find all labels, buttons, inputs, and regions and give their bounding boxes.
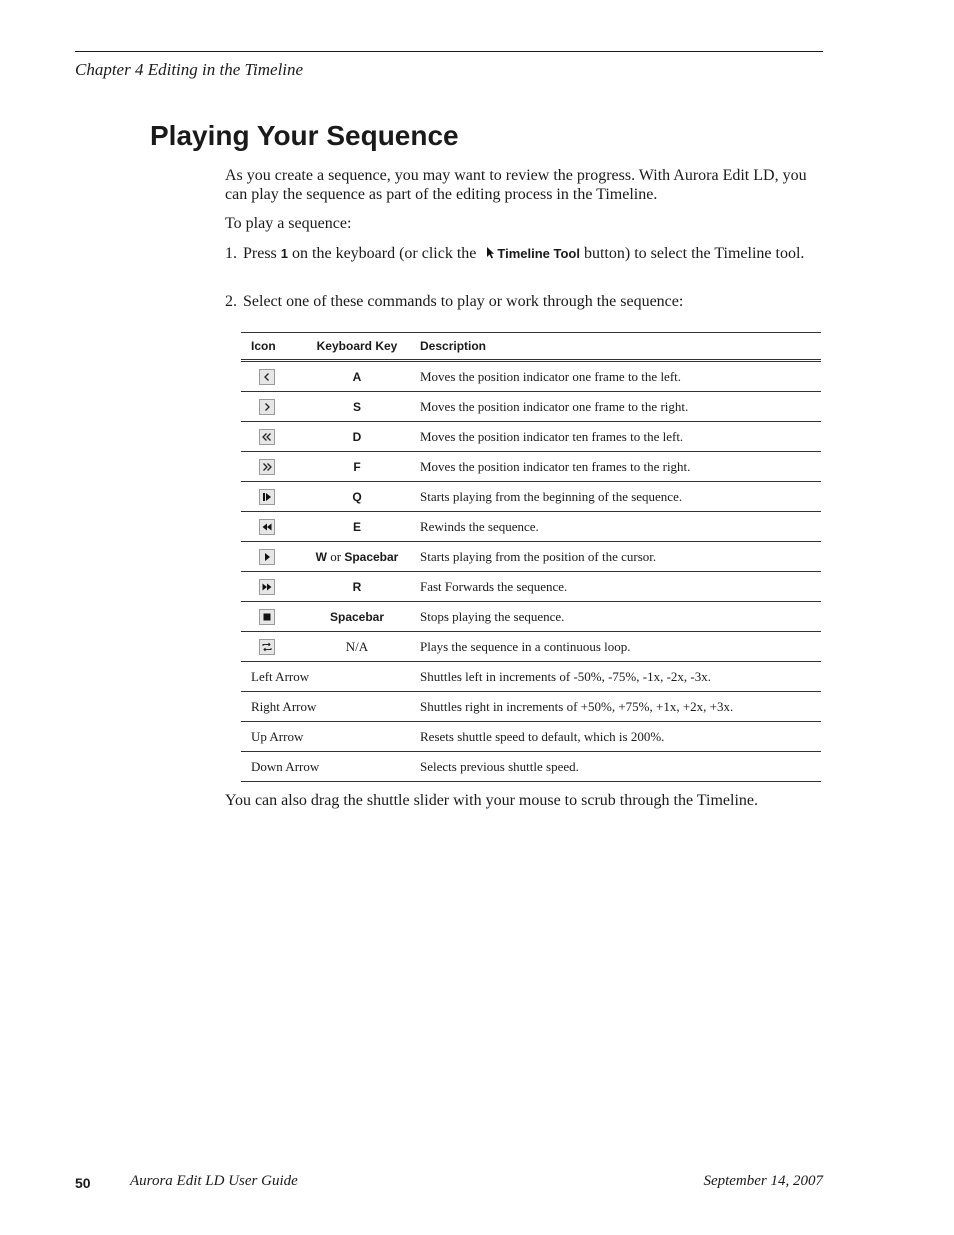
key-label: F <box>353 459 361 474</box>
step-1-number: 1. <box>225 245 237 262</box>
key-label: S <box>352 399 361 414</box>
row-description: Fast Forwards the sequence. <box>410 572 821 602</box>
row-description: Moves the position indicator ten frames to the left. <box>410 422 821 452</box>
row-label: Left Arrow <box>241 662 410 692</box>
step-2-text: Select one of these commands to play or work through the sequence: <box>243 293 684 310</box>
key-label: R <box>352 579 362 594</box>
step-1 <box>225 244 815 264</box>
pointer-icon <box>486 245 495 264</box>
header-key: Keyboard Key <box>304 333 410 361</box>
key-label: A <box>352 369 362 384</box>
step-back-ten-icon <box>259 429 275 445</box>
table-row <box>241 632 821 662</box>
step-1-post: button) to select the Timeline tool. <box>579 245 805 262</box>
row-description: Rewinds the sequence. <box>410 512 821 542</box>
timeline-tool-label: Timeline Tool <box>497 246 580 261</box>
step-1-mid: on the keyboard (or click the <box>288 245 481 262</box>
row-description: Starts playing from the beginning of the sequence. <box>410 482 821 512</box>
play-icon <box>259 549 275 565</box>
table-row <box>241 392 821 422</box>
header-icon: Icon <box>241 333 304 361</box>
row-description: Moves the position indicator one frame to the left. <box>410 361 821 392</box>
intro-paragraph: As you create a sequence, you may want to review the progress. With Aurora Edit LD, you can play the sequence as part of the editing process in the Timeline. <box>225 167 807 203</box>
key-label-spacebar: Spacebar <box>344 549 399 564</box>
row-label: Down Arrow <box>241 752 410 782</box>
header-rule <box>75 51 823 52</box>
row-description: Moves the position indicator one frame to the right. <box>410 392 821 422</box>
key-label: N/A <box>345 638 369 654</box>
table-row <box>241 602 821 632</box>
row-description: Plays the sequence in a continuous loop. <box>410 632 821 662</box>
row-description: Shuttles left in increments of -50%, -75%, -1x, -2x, -3x. <box>410 662 821 692</box>
header-description: Description <box>410 333 821 361</box>
to-play-paragraph: To play a sequence: <box>225 215 352 232</box>
table-row <box>241 482 821 512</box>
table-row <box>241 422 821 452</box>
row-label: Up Arrow <box>241 722 410 752</box>
step-1-text <box>225 244 815 264</box>
commands-table <box>241 332 821 782</box>
page-title: Playing Your Sequence <box>150 120 459 151</box>
key-label: Q <box>352 489 362 504</box>
step-forward-icon <box>259 399 275 415</box>
row-description: Resets shuttle speed to default, which is 200%. <box>410 722 821 752</box>
play-from-start-icon <box>259 489 275 505</box>
fast-forward-icon <box>259 579 275 595</box>
table-row <box>241 662 821 692</box>
key-label: Spacebar <box>329 609 385 624</box>
table-row <box>241 512 821 542</box>
running-head: Chapter 4 Editing in the Timeline <box>75 60 304 79</box>
table-row <box>241 722 821 752</box>
key-label: D <box>352 429 362 444</box>
key-or: or <box>326 548 345 564</box>
stop-icon <box>259 609 275 625</box>
table-row <box>241 572 821 602</box>
table-header-row <box>241 333 821 361</box>
key-1: 1 <box>280 246 289 261</box>
table-row <box>241 452 821 482</box>
footer-guide-title: Aurora Edit LD User Guide <box>130 1173 298 1189</box>
footer-date: September 14, 2007 <box>703 1173 823 1189</box>
key-label: E <box>352 519 361 534</box>
step-forward-ten-icon <box>259 459 275 475</box>
page-number: 50 <box>75 1175 91 1191</box>
row-description: Selects previous shuttle speed. <box>410 752 821 782</box>
step-back-icon <box>259 369 275 385</box>
row-description: Shuttles right in increments of +50%, +75%, +1x, +2x, +3x. <box>410 692 821 722</box>
table-row <box>241 542 821 572</box>
row-description: Stops playing the sequence. <box>410 602 821 632</box>
row-label: Right Arrow <box>241 692 410 722</box>
closing-paragraph: You can also drag the shuttle slider with your mouse to scrub through the Timeline. <box>225 792 758 809</box>
key-label-w: W <box>315 549 327 564</box>
rewind-icon <box>259 519 275 535</box>
loop-icon <box>259 639 275 655</box>
row-description: Starts playing from the position of the cursor. <box>410 542 821 572</box>
row-description: Moves the position indicator ten frames to the right. <box>410 452 821 482</box>
table-row <box>241 692 821 722</box>
step-1-pre: Press <box>243 245 281 262</box>
step-2-number: 2. <box>225 293 237 310</box>
step-2 <box>225 292 815 311</box>
table-row <box>241 752 821 782</box>
table-row <box>241 361 821 392</box>
